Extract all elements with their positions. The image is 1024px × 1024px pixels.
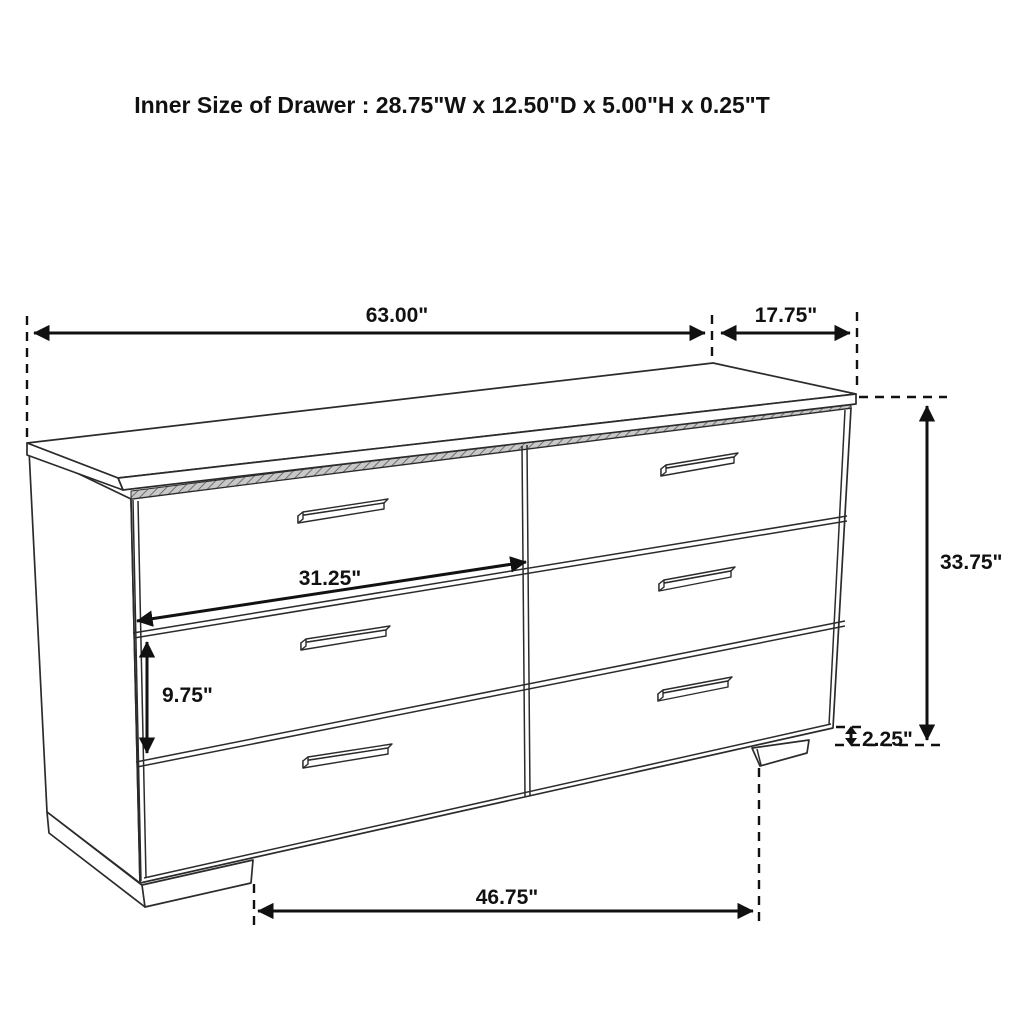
drawer-height-dimension-label: 9.75"	[162, 684, 213, 707]
base-height-dimension-label: 2.25"	[862, 728, 913, 751]
diagram-title: Inner Size of Drawer : 28.75"W x 12.50"D x 5.00"H x 0.25"T	[134, 92, 770, 118]
leg-span-dimension-label: 46.75"	[475, 886, 539, 909]
dresser-drawing	[27, 363, 856, 907]
drawer-width-dimension-label: 31.25"	[298, 567, 362, 590]
height-dimension-label: 33.75"	[940, 551, 1003, 574]
depth-dimension-label: 17.75"	[754, 304, 818, 327]
width-dimension-label: 63.00"	[365, 304, 429, 327]
side-panel	[29, 450, 140, 883]
